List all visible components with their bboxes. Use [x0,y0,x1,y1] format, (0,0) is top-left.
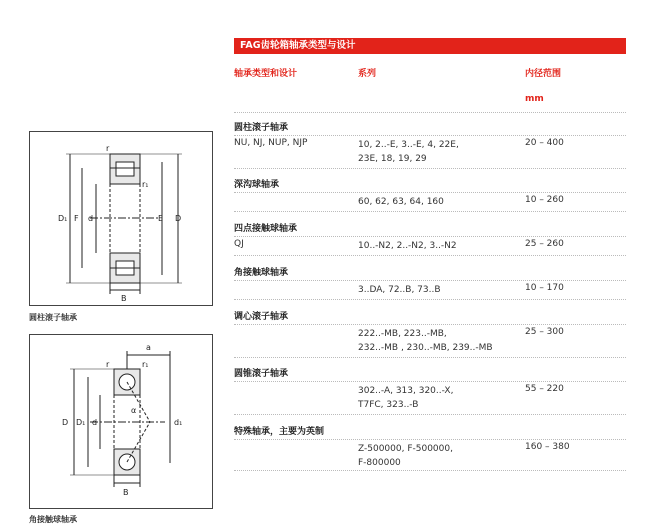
section-title: 四点接触球轴承 [234,222,626,237]
label-D: D [175,214,182,223]
header-bore: 内径范围 [525,69,562,79]
header-type: 轴承类型和设计 [234,69,298,79]
label-B: B [121,294,127,303]
label-E: E [158,214,164,223]
label-D1: D₁ [76,418,86,427]
range-cell: 160 – 380 [525,442,570,452]
section-title: 圆柱滚子轴承 [234,121,626,136]
series-cell: 302..-A, 313, 320..-X, T7FC, 323..-B [358,386,454,410]
series-cell: 60, 62, 63, 64, 160 [358,197,444,207]
code-cell: QJ [234,239,244,249]
series-cell: 3..DA, 72..B, 73..B [358,285,441,295]
bearing-table-header [234,38,626,113]
range-cell: 10 – 260 [525,195,564,205]
table-row [234,193,626,212]
angular-contact-bearing-drawing [29,334,213,509]
label-d1: d₁ [174,418,183,427]
series-cell: 222..-MB, 223..-MB, 232..-MB , 230..-MB, 239..-MB [358,329,493,353]
cylindrical-bearing-svg [30,132,212,305]
section-spherical-roller [234,310,626,358]
header-series: 系列 [358,69,377,79]
label-F: F [74,214,79,223]
table-banner: FAG齿轮箱轴承类型与设计 [234,38,626,54]
table-row [234,281,626,300]
label-d: d [88,214,94,223]
series-cell: Z-500000, F-500000, F-800000 [358,444,453,468]
label-B: B [123,488,129,497]
section-special-imperial [234,425,626,471]
label-a: a [146,343,151,352]
label-r: r [106,360,110,369]
header-unit: mm [525,94,544,104]
table-row [234,237,626,256]
label-alpha: α [131,406,137,415]
table-row [234,136,626,169]
section-four-point-contact [234,222,626,256]
range-cell: 55 – 220 [525,384,564,394]
label-r: r [106,144,110,153]
range-cell: 20 – 400 [525,138,564,148]
angular-bearing-svg [30,335,212,508]
code-cell: NU, NJ, NUP, NJP [234,138,308,148]
series-cell: 10, 2..-E, 3..-E, 4, 22E, 23E, 18, 19, 29 [358,140,459,164]
label-D1: D₁ [58,214,68,223]
fig2-caption: 角接触球轴承 [29,515,77,524]
section-title: 调心滚子轴承 [234,310,626,325]
section-title: 角接触球轴承 [234,266,626,281]
label-r1: r₁ [142,180,149,189]
range-cell: 25 – 260 [525,239,564,249]
fig1-caption: 圆柱滚子轴承 [29,313,77,322]
column-headers [234,54,626,113]
table-row [234,325,626,358]
label-D: D [62,418,69,427]
table-row [234,382,626,415]
cylindrical-roller-bearing-drawing [29,131,213,306]
label-r1: r₁ [142,360,149,369]
section-title: 特殊轴承，主要为英制 [234,425,626,440]
section-tapered-roller [234,367,626,415]
series-cell: 10..-N2, 2..-N2, 3..-N2 [358,241,457,251]
section-cylindrical-roller [234,121,626,169]
range-cell: 25 – 300 [525,327,564,337]
section-deep-groove-ball [234,178,626,212]
label-d: d [92,418,98,427]
section-title: 圆锥滚子轴承 [234,367,626,382]
range-cell: 10 – 170 [525,283,564,293]
section-angular-contact [234,266,626,300]
table-row [234,440,626,471]
section-title: 深沟球轴承 [234,178,626,193]
